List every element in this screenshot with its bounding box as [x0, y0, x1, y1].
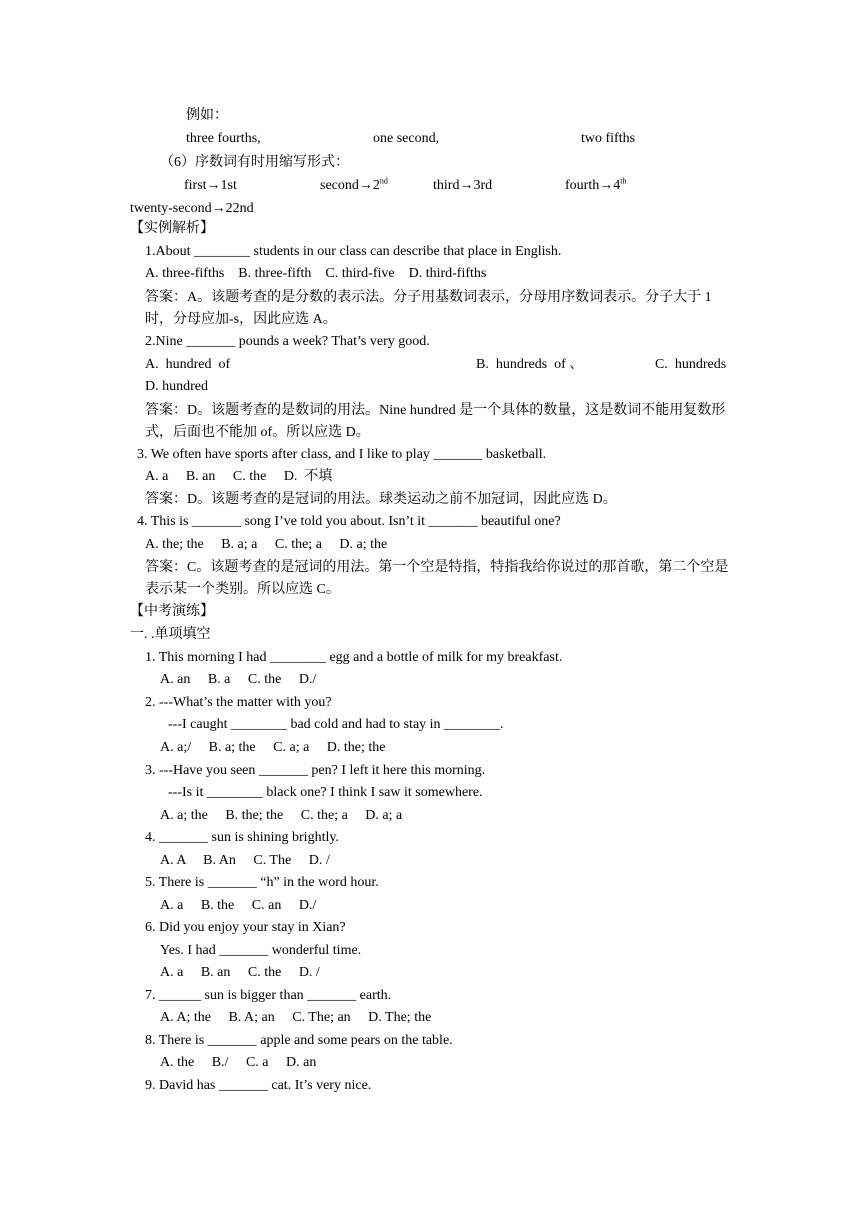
practice-3-reply: ---Is it ________ black one? I think I saw it somewhere.	[168, 785, 483, 800]
ordinal-example-4: fourth→4th	[565, 176, 627, 193]
example-3-answer: 答案：D。该题考查的是冠词的用法。球类运动之前不加冠词，因此应选 D。	[145, 492, 617, 507]
practice-4-question: 4. _______ sun is shining brightly.	[145, 830, 339, 845]
example-2-option-d: D. hundred	[145, 379, 208, 394]
practice-heading: 【中考演练】	[130, 604, 214, 619]
practice-2-options: A. a;/ B. a; the C. a; a D. the; the	[160, 740, 386, 755]
ordinal-example-3: third→3rd	[433, 178, 493, 193]
practice-5-question: 5. There is _______ “h” in the word hour.	[145, 875, 379, 890]
practice-4-options: A. A B. An C. The D. /	[160, 853, 330, 868]
examples-heading: 【实例解析】	[130, 221, 214, 236]
example-4-answer: 答案：C。该题考查的是冠词的用法。第一个空是特指，特指我给你说过的那首歌，第二个空是表示某一个类别。所以应选 C。	[145, 560, 729, 597]
practice-1-question: 1. This morning I had ________ egg and a bottle of milk for my breakfast.	[145, 650, 563, 665]
ordinal-extra: twenty-second→22nd	[130, 201, 254, 216]
practice-6-reply: Yes. I had _______ wonderful time.	[160, 943, 362, 958]
example-2-question: 2.Nine _______ pounds a week? That’s very good.	[145, 334, 430, 349]
example-1-answer: 答案：A。该题考查的是分数的表示法。分子用基数词表示，分母用序数词表示。分子大于 1 时，分母应加-s，因此应选 A。	[145, 290, 712, 327]
superscript: th	[620, 176, 627, 186]
practice-8-question: 8. There is _______ apple and some pears on the table.	[145, 1033, 453, 1048]
fraction-example-3: two fifths	[581, 131, 636, 146]
ordinal-example-2: second→2nd	[320, 176, 388, 193]
practice-7-options: A. A; the B. A; an C. The; an D. The; the	[160, 1010, 432, 1025]
practice-2-question: 2. ---What’s the matter with you?	[145, 695, 332, 710]
example-2-option-c: C. hundreds	[655, 357, 727, 372]
practice-6-question: 6. Did you enjoy your stay in Xian?	[145, 920, 346, 935]
fraction-example-1: three fourths,	[186, 131, 261, 146]
superscript: nd	[379, 176, 388, 186]
ordinal-example-1: first→1st	[184, 178, 237, 193]
practice-2-reply: ---I caught ________ bad cold and had to stay in ________.	[168, 717, 504, 732]
example-2-option-b: B. hundreds of 、	[476, 357, 584, 372]
example-1-question: 1.About ________ students in our class can describe that place in English.	[145, 244, 562, 259]
example-4-question: 4. This is _______ song I’ve told you about. Isn’t it _______ beautiful one?	[137, 514, 561, 529]
example-1-options: A. three-fifths B. three-fifth C. third-five D. third-fifths	[145, 266, 487, 281]
section-title: 一. .单项填空	[130, 627, 211, 642]
example-2-option-a: A. hundred of	[145, 357, 231, 372]
fraction-example-2: one second,	[373, 131, 440, 146]
example-intro: 例如：	[186, 108, 228, 123]
practice-7-question: 7. ______ sun is bigger than _______ earth.	[145, 988, 392, 1003]
practice-8-options: A. the B./ C. a D. an	[160, 1055, 317, 1070]
practice-3-options: A. a; the B. the; the C. the; a D. a; a	[160, 808, 403, 823]
example-3-question: 3. We often have sports after class, and I like to play _______ basketball.	[137, 447, 547, 462]
example-2-answer: 答案：D。该题考查的是数词的用法。Nine hundred 是一个具体的数量，这是数词不能用复数形式，后面也不能加 of。所以应选 D。	[145, 403, 726, 440]
practice-3-question: 3. ---Have you seen _______ pen? I left it here this morning.	[145, 763, 486, 778]
ordinal-abbrev-title: （6）序数词有时用缩写形式：	[160, 155, 349, 170]
practice-5-options: A. a B. the C. an D./	[160, 898, 317, 913]
example-3-options: A. a B. an C. the D. 不填	[145, 469, 333, 484]
practice-6-options: A. a B. an C. the D. /	[160, 965, 320, 980]
practice-1-options: A. an B. a C. the D./	[160, 672, 317, 687]
example-4-options: A. the; the B. a; a C. the; a D. a; the	[145, 537, 388, 552]
practice-9-question: 9. David has _______ cat. It’s very nice.	[145, 1078, 372, 1093]
